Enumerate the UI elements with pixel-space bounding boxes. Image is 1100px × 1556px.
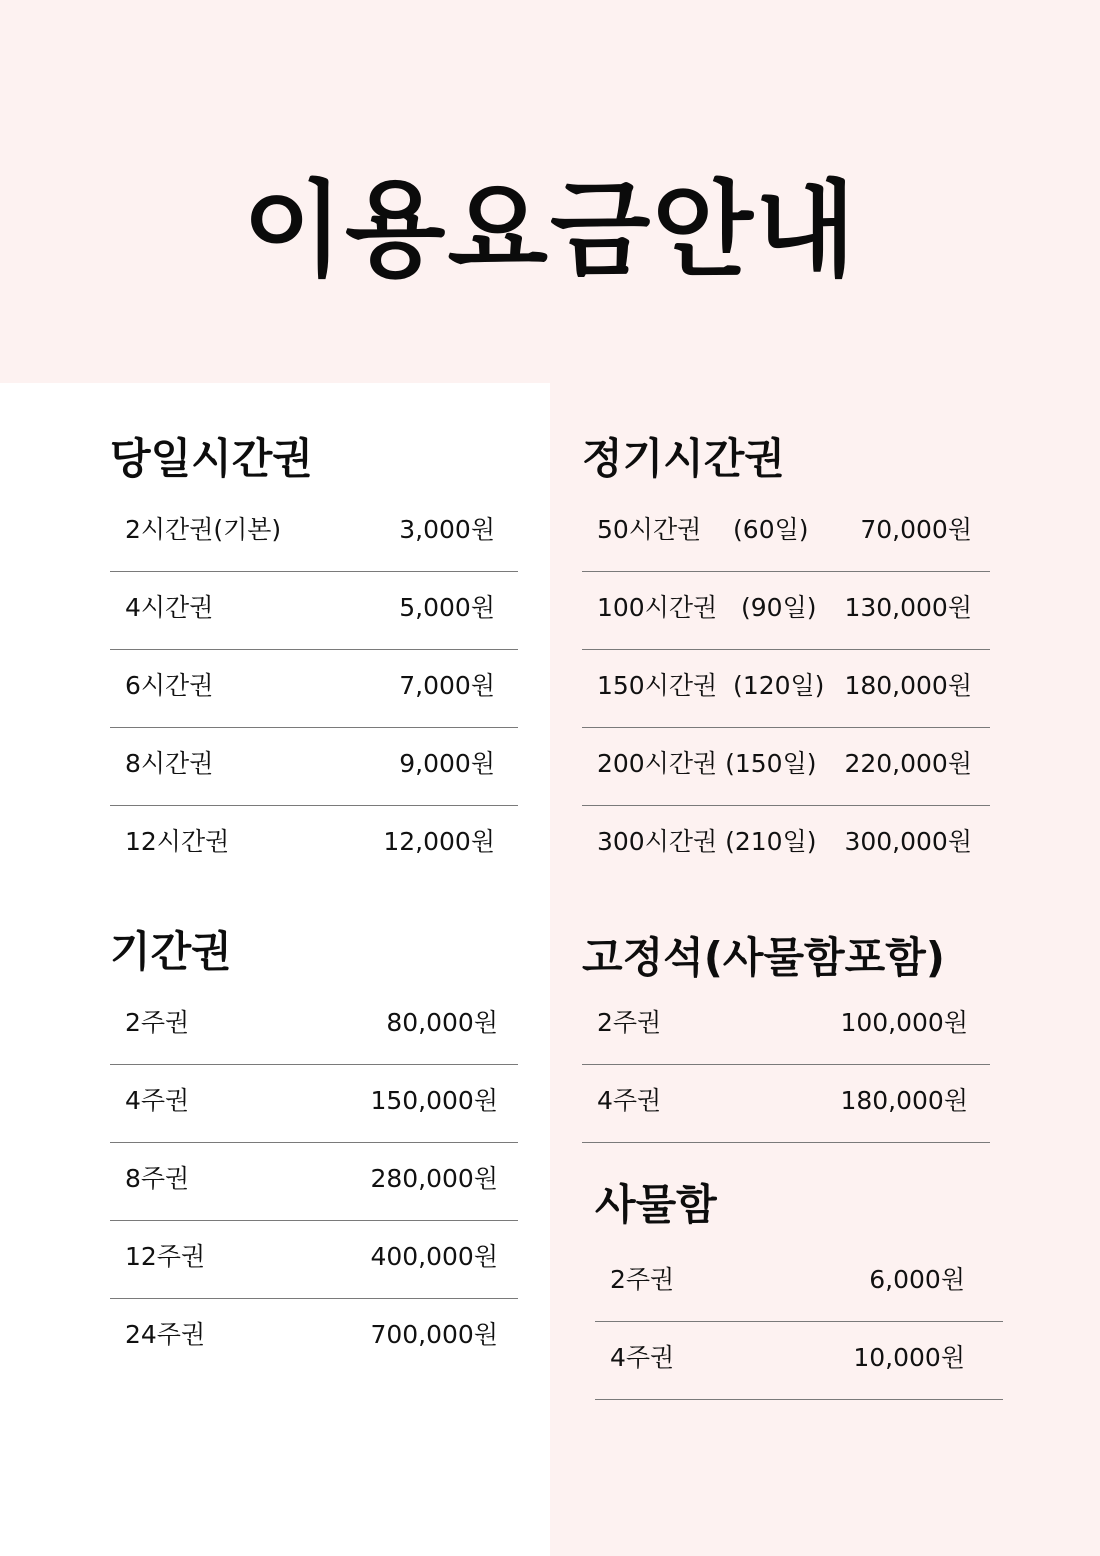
item-price: 180,000원: [840, 1086, 968, 1115]
item-price: 70,000원: [860, 515, 972, 544]
item-price: 6,000원: [869, 1265, 965, 1294]
item-price: 3,000원: [399, 515, 495, 544]
item-name: 4시간권: [125, 593, 214, 622]
item-name: 24주권: [125, 1320, 206, 1349]
item-price: 5,000원: [399, 593, 495, 622]
section-title: 정기시간권: [582, 434, 785, 483]
item-price: 9,000원: [399, 749, 495, 778]
item-name: 50시간권 (60일): [597, 515, 809, 544]
page-title: 이용요금안내: [242, 169, 858, 291]
price-row: [110, 987, 518, 1065]
item-price: 130,000원: [844, 593, 972, 622]
section-title: 당일시간권: [110, 434, 313, 483]
item-price: 280,000원: [370, 1164, 498, 1193]
price-row: [582, 728, 990, 806]
item-name: 2주권: [125, 1008, 190, 1037]
item-price: 7,000원: [399, 671, 495, 700]
fixed-seat-section: [582, 923, 1002, 1143]
price-row: [582, 572, 990, 650]
item-name: 300시간권 (210일): [597, 827, 817, 856]
price-list: [110, 987, 518, 1376]
section-title: 기간권: [110, 927, 232, 976]
period-pass-section: [110, 917, 518, 1376]
price-row: [582, 1065, 990, 1143]
locker-section: [595, 1170, 1003, 1400]
section-title: 고정석(사물함포함): [582, 933, 945, 982]
item-name: 200시간권 (150일): [597, 749, 817, 778]
item-name: 4주권: [125, 1086, 190, 1115]
price-row: [582, 806, 990, 883]
item-name: 150시간권 (120일): [597, 671, 825, 700]
item-price: 400,000원: [370, 1242, 498, 1271]
item-price: 150,000원: [370, 1086, 498, 1115]
price-list: [595, 1244, 1003, 1400]
price-row: [595, 1322, 1003, 1400]
price-row: [110, 650, 518, 728]
item-price: 300,000원: [844, 827, 972, 856]
price-row: [110, 1299, 518, 1376]
item-name: 100시간권 (90일): [597, 593, 817, 622]
item-name: 12주권: [125, 1242, 206, 1271]
price-row: [110, 1221, 518, 1299]
item-name: 8주권: [125, 1164, 190, 1193]
item-price: 100,000원: [840, 1008, 968, 1037]
price-row: [110, 728, 518, 806]
regular-pass-section: [582, 424, 990, 883]
price-list: [582, 494, 990, 883]
item-name: 12시간권: [125, 827, 230, 856]
price-row: [582, 987, 990, 1065]
item-price: 700,000원: [370, 1320, 498, 1349]
item-price: 220,000원: [844, 749, 972, 778]
price-row: [110, 1065, 518, 1143]
item-name: 2시간권(기본): [125, 515, 282, 544]
item-price: 12,000원: [383, 827, 495, 856]
item-price: 80,000원: [386, 1008, 498, 1037]
price-row: [582, 494, 990, 572]
item-name: 4주권: [610, 1343, 675, 1372]
section-title: 사물함: [595, 1180, 717, 1229]
item-name: 6시간권: [125, 671, 214, 700]
item-name: 2주권: [610, 1265, 675, 1294]
price-row: [582, 650, 990, 728]
item-name: 4주권: [597, 1086, 662, 1115]
price-row: [595, 1244, 1003, 1322]
price-list: [582, 987, 1002, 1143]
item-name: 2주권: [597, 1008, 662, 1037]
price-row: [110, 806, 518, 883]
daily-pass-section: [110, 424, 518, 883]
item-name: 8시간권: [125, 749, 214, 778]
price-list: [110, 494, 518, 883]
item-price: 180,000원: [844, 671, 972, 700]
price-row: [110, 1143, 518, 1221]
item-price: 10,000원: [853, 1343, 965, 1372]
price-row: [110, 494, 518, 572]
price-row: [110, 572, 518, 650]
